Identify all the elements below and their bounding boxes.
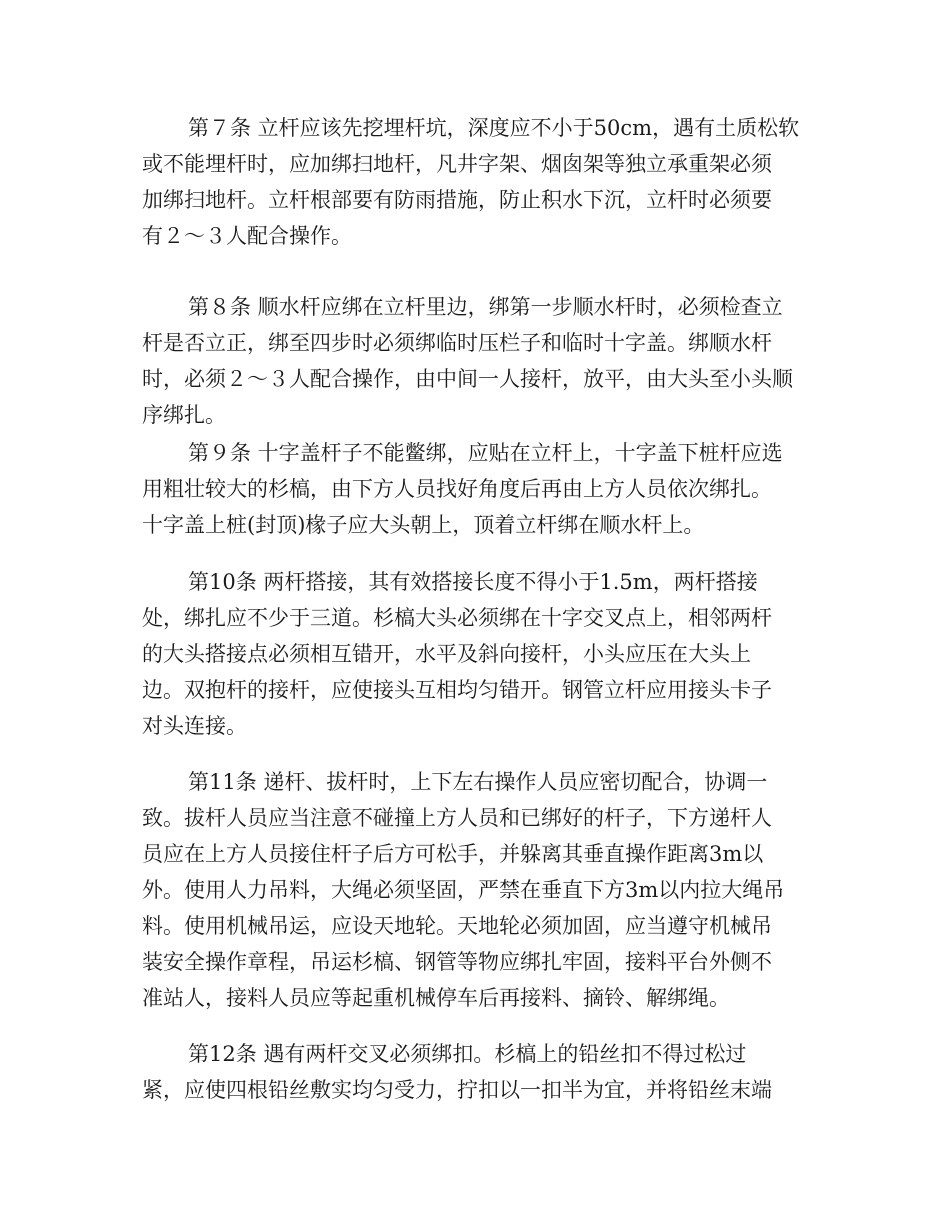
text-line: 处，绑扎应不少于三道。杉槁大头必须绑在十字交叉点上，相邻两杆 <box>142 606 772 630</box>
text-line: 的大头搭接点必须相互错开，水平及斜向接杆，小头应压在大头上 <box>142 642 751 666</box>
text-line: 准站人，接料人员应等起重机械停车后再接料、摘铃、解绑绳。 <box>142 986 730 1010</box>
text-line: 十字盖上桩(封顶)椽子应大头朝上，顶着立杆绑在顺水杆上。 <box>142 513 705 537</box>
article-11-paragraph <box>142 764 802 1016</box>
article-7-paragraph <box>142 110 802 254</box>
text-line: 第10条 两杆搭接，其有效搭接长度不得小于1.5m，两杆搭接 <box>188 570 758 594</box>
text-line: 装安全操作章程，吊运杉槁、钢管等物应绑扎牢固，接料平台外侧不 <box>142 950 772 974</box>
text-line: 时，必须２～３人配合操作，由中间一人接杆，放平，由大头至小头顺 <box>142 367 793 391</box>
text-line: 外。使用人力吊料，大绳必须坚固，严禁在垂直下方3m以内拉大绳吊 <box>142 878 785 902</box>
text-line: 对头连接。 <box>142 714 247 738</box>
text-line: 员应在上方人员接住杆子后方可松手，并躲离其垂直操作距离3m以 <box>142 842 764 866</box>
text-line: 边。双抱杆的接杆，应使接头互相均匀错开。钢管立杆应用接头卡子 <box>142 678 772 702</box>
text-line: 加绑扫地杆。立杆根部要有防雨措施，防止积水下沉，立杆时必须要 <box>142 188 772 212</box>
article-8-paragraph <box>142 289 802 433</box>
text-line: 第12条 遇有两杆交叉必须绑扣。杉槁上的铅丝扣不得过松过 <box>188 1042 747 1066</box>
text-line: 第９条 十字盖杆子不能鳖绑，应贴在立杆上，十字盖下桩杆应选 <box>188 441 783 465</box>
article-10-paragraph <box>142 564 802 744</box>
text-line: 或不能埋杆时，应加绑扫地杆，凡井字架、烟囱架等独立承重架必须 <box>142 152 772 176</box>
text-line: 第７条 立杆应该先挖埋杆坑，深度应不小于50cm，遇有土质松软 <box>188 116 800 140</box>
text-line: 第11条 递杆、拔杆时，上下左右操作人员应密切配合，协调一 <box>188 770 768 794</box>
article-12-paragraph <box>142 1036 802 1108</box>
text-line: 料。使用机械吊运，应设天地轮。天地轮必须加固，应当遵守机械吊 <box>142 914 772 938</box>
text-line: 用粗壮较大的杉槁，由下方人员找好角度后再由上方人员依次绑扎。 <box>142 477 772 501</box>
text-line: 紧，应使四根铅丝敷实均匀受力，拧扣以一扣半为宜，并将铅丝末端 <box>142 1078 772 1102</box>
text-line: 序绑扎。 <box>142 403 226 427</box>
article-9-paragraph <box>142 435 802 543</box>
text-line: 第８条 顺水杆应绑在立杆里边，绑第一步顺水杆时，必须检查立 <box>188 295 783 319</box>
text-line: 致。拔杆人员应当注意不碰撞上方人员和已绑好的杆子，下方递杆人 <box>142 806 772 830</box>
text-line: 杆是否立正，绑至四步时必须绑临时压栏子和临时十字盖。绑顺水杆 <box>142 331 772 355</box>
text-line: 有２～３人配合操作。 <box>142 224 352 248</box>
